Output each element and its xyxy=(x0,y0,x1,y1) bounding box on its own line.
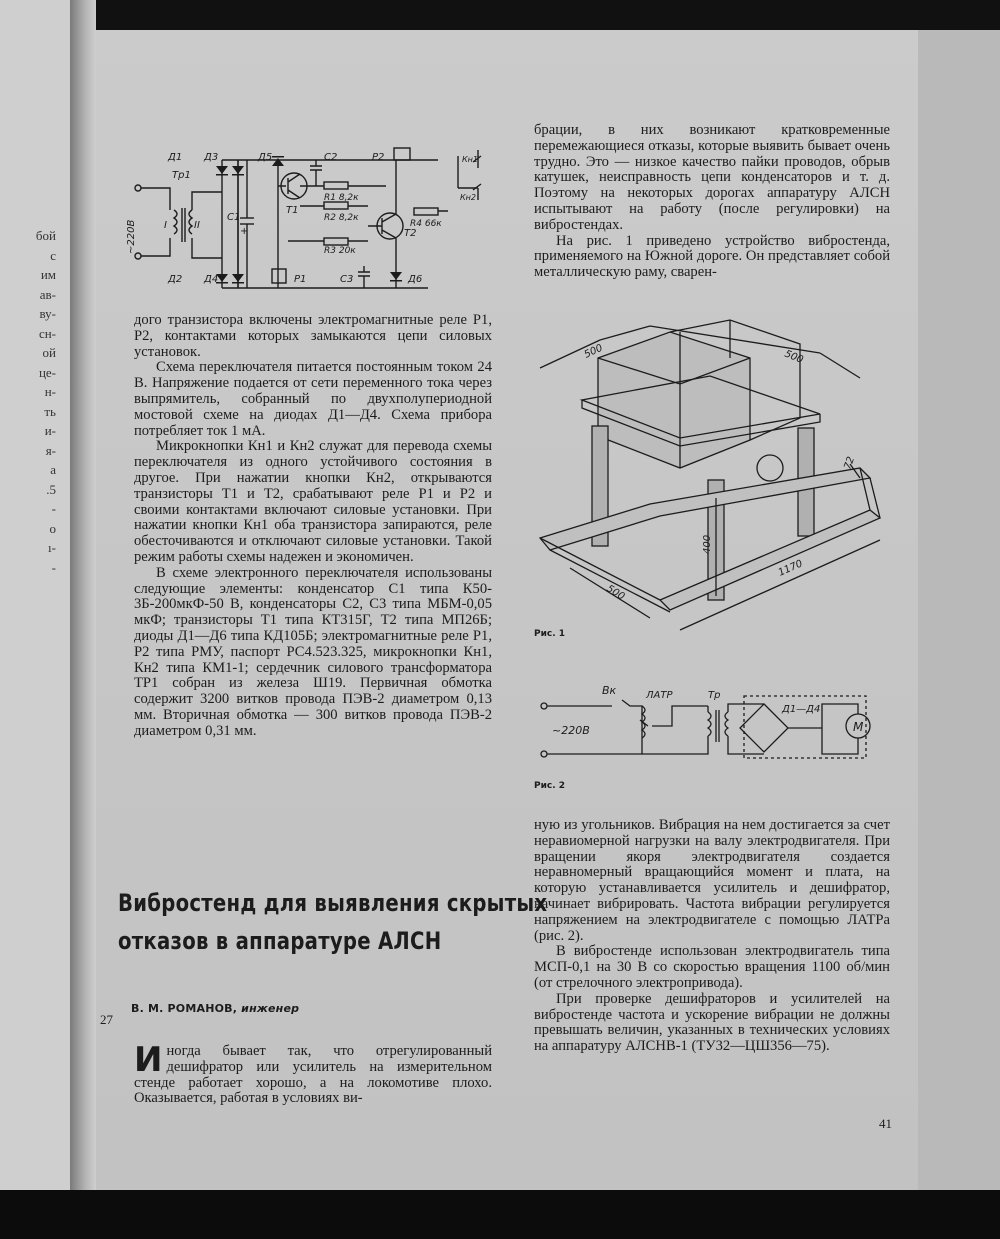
label-d6: Д6 xyxy=(408,274,423,285)
label-d5: Д5 xyxy=(258,152,273,163)
dim-side: 72 xyxy=(842,455,858,472)
label-r4: R4 66к xyxy=(410,219,442,229)
label-c2: С2 xyxy=(324,152,338,163)
facing-page-fragment: .5 xyxy=(46,481,56,497)
left-page-number: 27 xyxy=(100,1012,113,1027)
label-d4: Д4 xyxy=(204,274,219,285)
label-r2: R2 8,2к xyxy=(324,213,359,223)
page-edge-right xyxy=(918,30,1000,1190)
lead-text: ногда бывает так, что отрегулированный дешифратор или усилитель на измерительном стенде работает хорошо, а на локомотиве плохо. Оказывается, работая в условиях ви- xyxy=(134,1043,492,1107)
paragraph: ную из угольников. Вибрация на нем достигается за счет неравиомерной нагрузки на валу электродвигателя. При вращении якоря электродвигателя создается неравномерный вращающийся момент и плата, на которую устанавливается усилитель и дешифратор, начинает вибрировать. Частота вибрации регулируется напряжением на электродвигателе с помощью ЛАТРа (рис. 2). xyxy=(534,817,890,944)
label-c1: С1 xyxy=(227,212,241,223)
label-t1: Т1 xyxy=(286,205,299,216)
paragraph: брации, в них возникают кратковременные перемежающиеся отказы, которые выявить бывает очень трудно. Это — низкое качество пайки проводов, обрыв катушек, неисправность цепи конденсаторов и т. д. Поэтому на некоторых дорогах аппаратуру АЛСН испытывают на работу (после регулировки) на вибростендах. xyxy=(534,122,890,233)
label-r1: R1 8,2к xyxy=(324,193,359,203)
left-column-text xyxy=(134,313,492,740)
drop-cap: И xyxy=(134,1040,163,1080)
article-title xyxy=(118,884,548,960)
article-title-line-1: Вибростенд для выявления скрытых xyxy=(118,889,548,917)
facing-page-fragment: я- xyxy=(45,442,56,458)
facing-page-fragment: ой xyxy=(42,345,56,360)
dim-top-right: 500 xyxy=(782,348,805,366)
label-d2: Д2 xyxy=(168,274,183,285)
facing-page-fragment: - xyxy=(51,501,56,516)
label-bridge: Д1—Д4 xyxy=(782,704,821,715)
facing-page-fragment: н- xyxy=(44,384,56,399)
dim-top-left: 500 xyxy=(582,342,605,361)
paragraph: Микрокнопки Кн1 и Кн2 служат для перевода схемы переключателя из одного устойчивого состояния в другое. При нажатии кнопки Кн2, открываются транзисторы Т1 и Т2, срабатывают реле Р1 и Р2 и своими контактами включают силовые установки. При нажатии кнопки Кн1 оба транзистора запираются, реле обесточиваются и отключают силовые установки. Такой режим работы схемы надежен и экономичен. xyxy=(134,438,492,565)
paragraph: При проверке дешифраторов и усилителей на вибростенде частота и ускорение вибрации не должны превышать величин, указанных в технических условиях на аппаратуру АЛСНВ-1 (ТУ32—ЦШ356—75). xyxy=(534,990,890,1055)
label-latr: ЛАТР xyxy=(646,690,673,701)
scan-top-border xyxy=(0,0,1000,30)
label-w2: II xyxy=(194,220,200,231)
facing-page-fragment: ть xyxy=(44,403,56,419)
facing-page-text-fragments xyxy=(6,228,64,579)
paragraph: На рис. 1 приведено устройство вибростенда, применяемого на Южной дороге. Он представляет собой металлическую раму, сварен- xyxy=(534,232,890,281)
paragraph: В схеме электронного переключателя использованы следующие элементы: конденсатор С1 типа К50-3Б-200мкФ-50 В, конденсаторы С2, С3 типа МБМ-0,05 мкФ; транзисторы Т1 типа КТ315Г, Т2 типа МП26Б; диоды Д1—Д6 типа КД105Б; электромагнитные реле Р1, Р2 типа РМУ, паспорт РС4.523.325, микрокнопки Кн1, Кн2 типа КМ1-1; сердечник силового трансформатора ТР1 собран из железа Ш19. Первичная обмотка содержит 3200 витков провода ПЭВ-2 диаметром 0,13 мм. Вторичная обмотка — 300 витков провода ПЭВ-2 диаметром 0,31 мм. xyxy=(134,564,492,739)
book-gutter xyxy=(70,0,96,1239)
facing-page-fragment: им xyxy=(40,267,56,282)
label-kn1: Кн1 xyxy=(462,155,478,164)
facing-page-fragment: сн- xyxy=(38,325,56,341)
author-role: инженер xyxy=(241,1002,300,1015)
label-tp1: Тр1 xyxy=(172,170,191,181)
author-name: В. М. РОМАНОВ, xyxy=(131,1002,238,1015)
label-tr: Тр xyxy=(708,690,721,701)
label-voltage: ~220В xyxy=(552,724,590,737)
label-plus: + xyxy=(240,226,249,237)
dim-base-length: 500 xyxy=(604,583,627,603)
paragraph: В вибростенде использован электродвигатель типа МСП-0,1 на 30 В со скоростью вращения 1100 об/мин (от стрелочного электропривода). xyxy=(534,943,890,991)
label-c3: С3 xyxy=(340,274,354,285)
figure-1-caption: Рис. 1 xyxy=(534,629,566,639)
facing-page-edge xyxy=(0,0,70,1239)
dim-base-long: 1170 xyxy=(776,558,805,579)
label-p2: Р2 xyxy=(372,152,385,163)
label-kn2: Кн2 xyxy=(460,193,476,202)
facing-page-fragment: а xyxy=(50,462,56,477)
facing-page-fragment: це- xyxy=(38,364,56,380)
label-r3: R3 20к xyxy=(324,246,356,256)
facing-page-fragment: ву- xyxy=(39,306,56,321)
article-title-line-2: отказов в аппаратуре АЛСН xyxy=(118,927,442,955)
label-t2: Т2 xyxy=(404,228,417,239)
label-d1: Д1 xyxy=(168,152,183,163)
facing-page-fragment: с xyxy=(50,247,56,263)
figure-2-caption: Рис. 2 xyxy=(534,781,566,791)
scan-bottom-border xyxy=(0,1190,1000,1239)
transistor-switch-circuit xyxy=(128,138,498,306)
facing-page-fragment: бой xyxy=(35,228,56,243)
facing-page-fragment: ı- xyxy=(48,540,56,555)
facing-page-fragment: ав- xyxy=(39,286,56,302)
paragraph: дого транзистора включены электромагнитные реле Р1, Р2, контактами которых замыкаются цепи силовых установок. xyxy=(134,312,492,360)
label-w1: I xyxy=(164,220,167,231)
label-p1: Р1 xyxy=(294,274,307,285)
vibrostand-wiring-diagram xyxy=(532,676,882,776)
right-column-top-text xyxy=(534,123,890,281)
facing-page-fragment: о xyxy=(49,520,56,536)
article-author xyxy=(131,1002,299,1015)
label-voltage: ~220В xyxy=(126,219,137,254)
label-motor: М xyxy=(853,720,864,734)
page-number: 41 xyxy=(879,1116,892,1131)
label-d3: Д3 xyxy=(204,152,219,163)
dim-height: 400 xyxy=(702,534,713,554)
right-column-bottom-text xyxy=(534,818,890,1055)
facing-page-fragment: - xyxy=(51,559,56,575)
facing-page-fragment: и- xyxy=(44,423,56,438)
vibrostand-drawing xyxy=(530,318,900,638)
label-vk: Вк xyxy=(602,684,617,697)
article-lead xyxy=(134,1040,492,1107)
paragraph: Схема переключателя питается постоянным током 24 В. Напряжение подается от сети переменного тока через выпрямитель, собранный по двухполупериодной мостовой схеме на диодах Д1—Д4. Схема прибора потребляет ток 1 мА. xyxy=(134,359,492,439)
